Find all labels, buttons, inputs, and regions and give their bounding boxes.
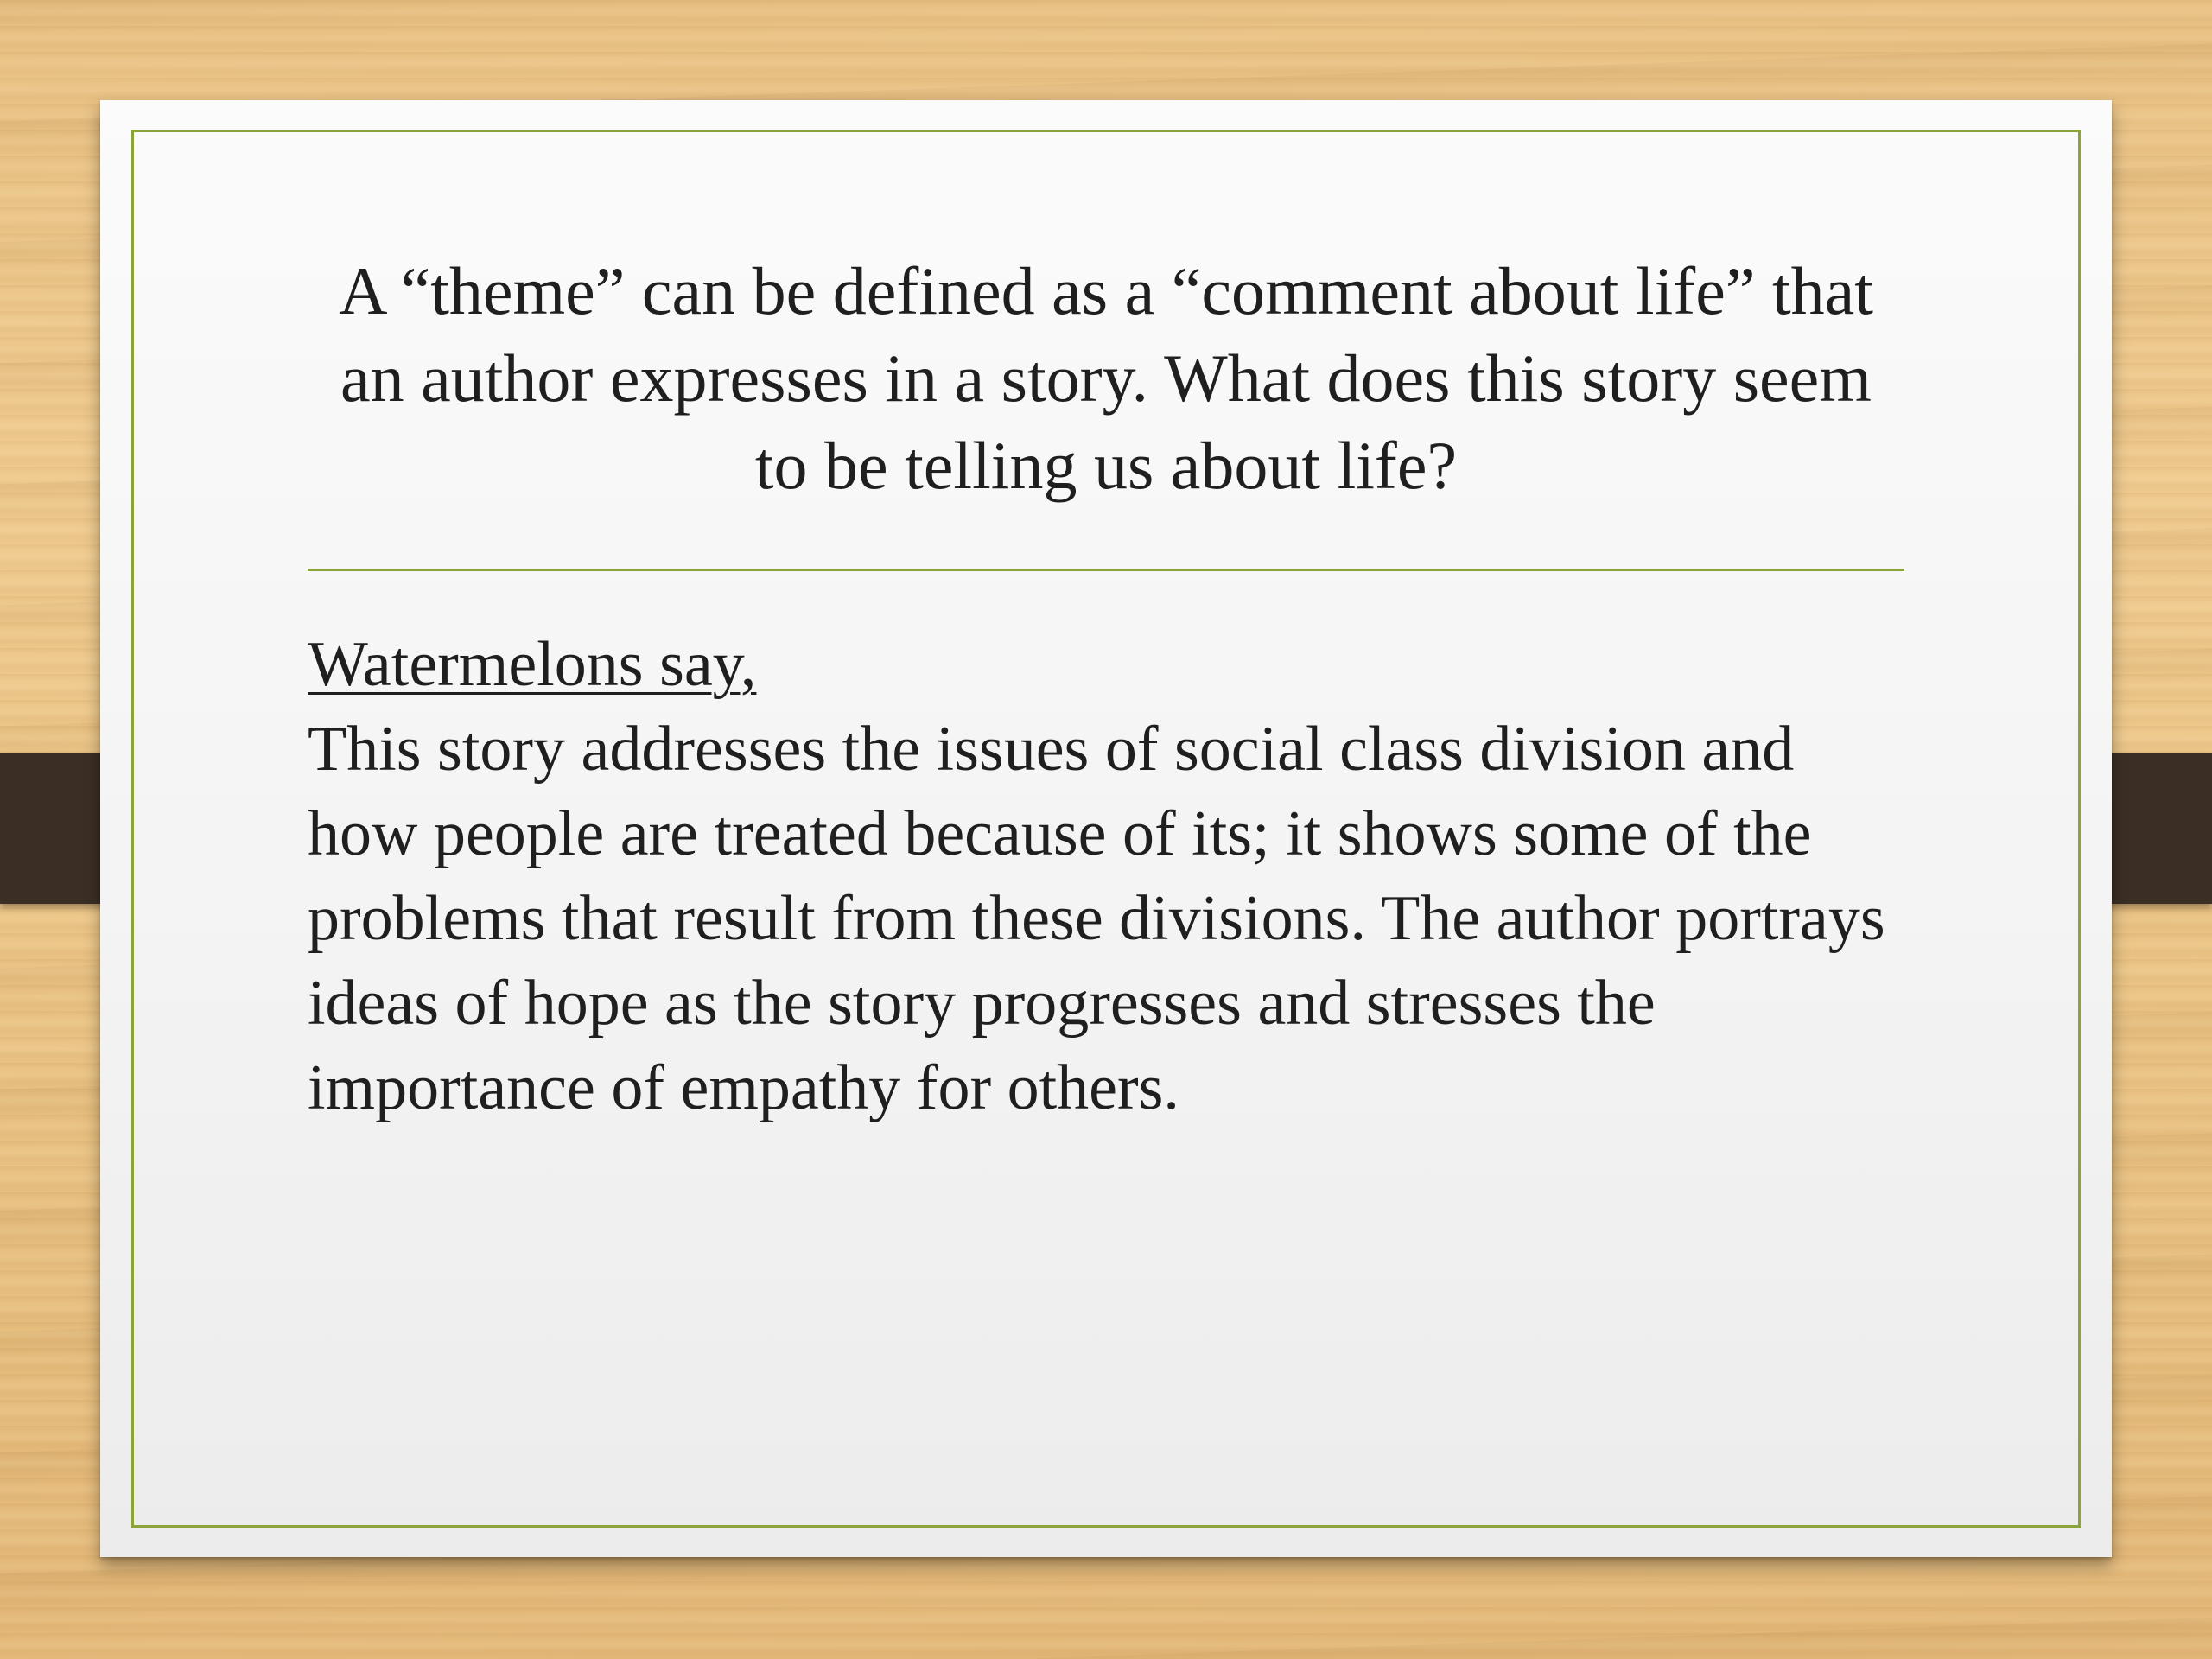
slide-card [100, 100, 2112, 1557]
response-paragraph: This story addresses the issues of social class division and how people are treated because of its; it shows some of the problems that result from these divisions. The author portrays ideas of hope as the story progresses and stresses the importance of empathy for others. [308, 714, 1885, 1123]
slide-body [308, 622, 1915, 1130]
title-divider [308, 569, 1904, 571]
slide-title: A “theme” can be defined as a “comment about life” that an author expresses in a story. What does this story seem to be telling us about life? [339, 253, 1873, 503]
response-heading: Watermelons say, [308, 629, 757, 700]
